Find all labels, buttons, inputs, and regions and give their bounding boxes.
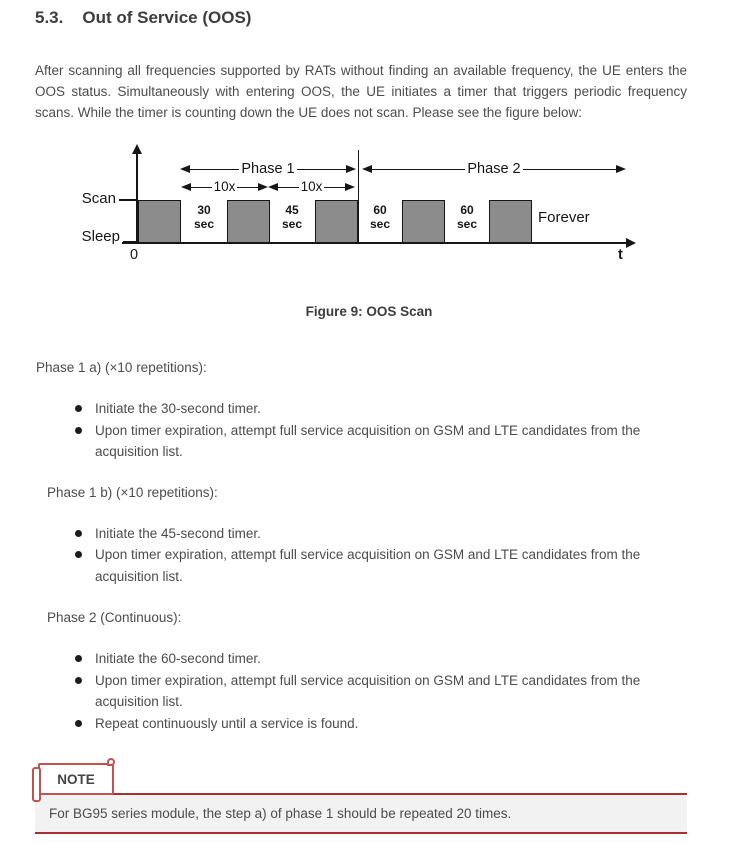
time-axis-line bbox=[122, 242, 630, 244]
note-callout bbox=[35, 763, 687, 834]
time-axis-arrow-icon bbox=[626, 238, 636, 248]
scan-pulse bbox=[402, 200, 445, 243]
list-item: Upon timer expiration, attempt full service acquisition on GSM and LTE candidates from the acquisition list. bbox=[35, 670, 703, 713]
phase1b-list bbox=[35, 523, 703, 588]
arrow-left-icon bbox=[181, 183, 191, 191]
phase-divider-line bbox=[358, 150, 359, 243]
arrow-left-icon bbox=[362, 165, 372, 173]
scan-pulse bbox=[489, 200, 532, 243]
phase1-label: Phase 1 bbox=[241, 161, 295, 177]
list-item: Initiate the 45-second timer. bbox=[35, 523, 703, 545]
note-scroll-icon bbox=[38, 763, 114, 795]
rep1-span-arrow bbox=[181, 180, 268, 194]
sleep-level-label: Sleep bbox=[81, 228, 120, 245]
note-label: NOTE bbox=[57, 771, 95, 787]
phase2-list bbox=[35, 648, 703, 734]
scan-level-label: Scan bbox=[81, 190, 116, 207]
arrow-right-icon bbox=[258, 183, 268, 191]
bullet-icon bbox=[75, 551, 82, 558]
scan-tick bbox=[119, 199, 136, 201]
arrow-right-icon bbox=[346, 165, 356, 173]
bullet-icon bbox=[75, 530, 82, 537]
phase2-label: Phase 2 bbox=[467, 161, 521, 177]
time-axis-label: t bbox=[618, 247, 623, 263]
arrow-left-icon bbox=[180, 165, 190, 173]
oos-scan-diagram bbox=[60, 145, 680, 275]
scan-pulse bbox=[138, 200, 181, 243]
note-body bbox=[35, 793, 687, 834]
origin-label: 0 bbox=[130, 247, 139, 263]
phase2-span-arrow bbox=[362, 162, 626, 176]
sleep-duration-label: 60 sec bbox=[369, 203, 391, 231]
figure-caption: Figure 9: OOS Scan bbox=[305, 304, 433, 319]
forever-label: Forever bbox=[538, 209, 590, 226]
bullet-icon bbox=[75, 427, 82, 434]
sleep-tick bbox=[123, 241, 137, 243]
list-item: Initiate the 60-second timer. bbox=[35, 648, 703, 670]
phase1a-list bbox=[35, 398, 703, 463]
list-item: Upon timer expiration, attempt full service acquisition on GSM and LTE candidates from the acquisition list. bbox=[35, 544, 703, 587]
list-item: Upon timer expiration, attempt full service acquisition on GSM and LTE candidates from the acquisition list. bbox=[35, 420, 703, 463]
intro-paragraph: After scanning all frequencies supported by RATs without finding an available frequency, the UE enters the OOS status. Simultaneously with entering OOS, the UE initiates a timer that triggers periodic frequency scans. While the timer is counting down the UE does not scan. Please see the figure below: bbox=[35, 63, 687, 120]
section-number: 5.3. bbox=[35, 8, 64, 27]
sleep-duration-label: 30 sec bbox=[193, 203, 215, 231]
list-item: Initiate the 30-second timer. bbox=[35, 398, 703, 420]
bullet-icon bbox=[75, 677, 82, 684]
bullet-icon bbox=[75, 720, 82, 727]
bullet-icon bbox=[75, 405, 82, 412]
sleep-duration-label: 60 sec bbox=[456, 203, 478, 231]
arrow-left-icon bbox=[268, 183, 278, 191]
rep2-span-arrow bbox=[268, 180, 355, 194]
scan-pulse bbox=[315, 200, 358, 243]
section-heading bbox=[35, 8, 703, 28]
bullet-icon bbox=[75, 655, 82, 662]
sleep-duration-label: 45 sec bbox=[281, 203, 303, 231]
phase1b-heading: Phase 1 b) (×10 repetitions): bbox=[47, 484, 218, 500]
scan-pulse bbox=[227, 200, 270, 243]
section-title: Out of Service (OOS) bbox=[82, 8, 252, 27]
rep2-label: 10x bbox=[300, 179, 323, 194]
rep1-label: 10x bbox=[213, 179, 236, 194]
note-text: For BG95 series module, the step a) of phase 1 should be repeated 20 times. bbox=[49, 806, 512, 821]
arrow-right-icon bbox=[345, 183, 355, 191]
y-axis-arrow-icon bbox=[132, 144, 142, 154]
arrow-right-icon bbox=[616, 165, 626, 173]
phase2-heading: Phase 2 (Continuous): bbox=[47, 610, 182, 625]
phase1a-heading: Phase 1 a) (×10 repetitions): bbox=[36, 360, 207, 375]
phase1-span-arrow bbox=[180, 162, 356, 176]
list-item: Repeat continuously until a service is found. bbox=[35, 713, 703, 735]
